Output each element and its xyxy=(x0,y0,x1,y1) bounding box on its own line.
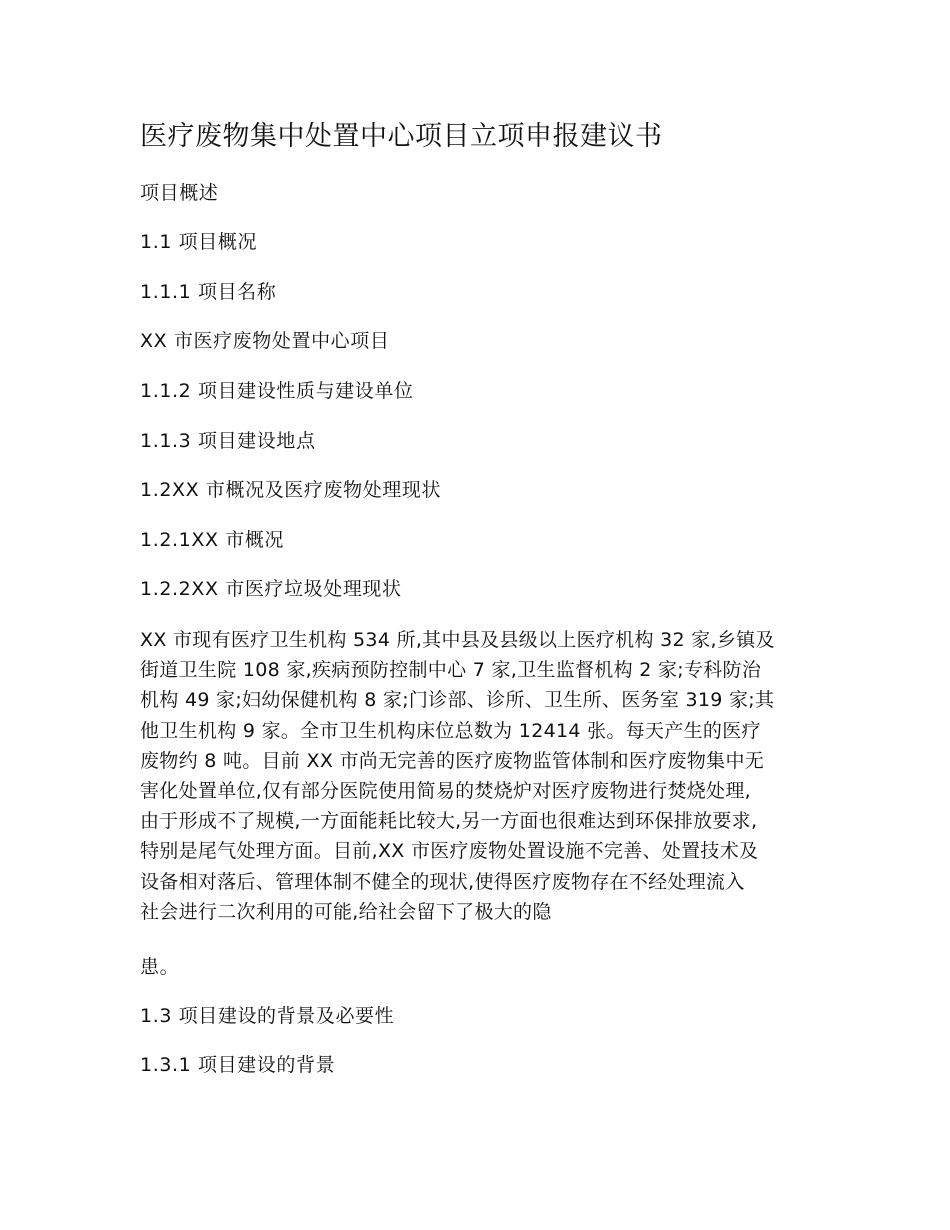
paragraph-line: 机构 49 家;妇幼保健机构 8 家;门诊部、诊所、卫生所、医务室 319 家;其 xyxy=(140,689,775,712)
heading-1-1-2: 1.1.2 项目建设性质与建设单位 xyxy=(140,380,414,402)
heading-1-1-3: 1.1.3 项目建设地点 xyxy=(140,430,316,452)
document-title: 医疗废物集中处置中心项目立项申报建议书 xyxy=(140,121,663,152)
paragraph-continuation: 患。 xyxy=(140,956,180,978)
heading-1-3-1: 1.3.1 项目建设的背景 xyxy=(140,1054,336,1076)
paragraph-line: 设备相对落后、管理体制不健全的现状,使得医疗废物存在不经处理流入 xyxy=(140,870,745,893)
heading-overview: 项目概述 xyxy=(140,182,219,204)
heading-1-2-2: 1.2.2XX 市医疗垃圾处理现状 xyxy=(140,578,402,600)
paragraph-line: 社会进行二次利用的可能,给社会留下了极大的隐 xyxy=(140,900,552,923)
paragraph-line: 街道卫生院 108 家,疾病预防控制中心 7 家,卫生监督机构 2 家;专科防治 xyxy=(140,659,762,682)
project-name-text: XX 市医疗废物处置中心项目 xyxy=(140,330,390,352)
status-paragraph xyxy=(140,625,820,927)
heading-1-2: 1.2XX 市概况及医疗废物处理现状 xyxy=(140,479,442,501)
paragraph-line: 害化处置单位,仅有部分医院使用简易的焚烧炉对医疗废物进行焚烧处理, xyxy=(140,780,751,803)
paragraph-line: 他卫生机构 9 家。全市卫生机构床位总数为 12414 张。每天产生的医疗 xyxy=(140,719,761,742)
heading-1-2-1: 1.2.1XX 市概况 xyxy=(140,529,285,551)
heading-1-1: 1.1 项目概况 xyxy=(140,231,258,253)
heading-1-1-1: 1.1.1 项目名称 xyxy=(140,281,277,303)
paragraph-line: 由于形成不了规模,一方面能耗比较大,另一方面也很难达到环保排放要求, xyxy=(140,810,758,833)
paragraph-line: XX 市现有医疗卫生机构 534 所,其中县及县级以上医疗机构 32 家,乡镇及 xyxy=(140,629,775,651)
paragraph-line: 特别是尾气处理方面。目前,XX 市医疗废物处置设施不完善、处置技术及 xyxy=(140,840,759,863)
paragraph-line: 废物约 8 吨。目前 XX 市尚无完善的医疗废物监管体制和医疗废物集中无 xyxy=(140,749,765,772)
heading-1-3: 1.3 项目建设的背景及必要性 xyxy=(140,1005,395,1027)
